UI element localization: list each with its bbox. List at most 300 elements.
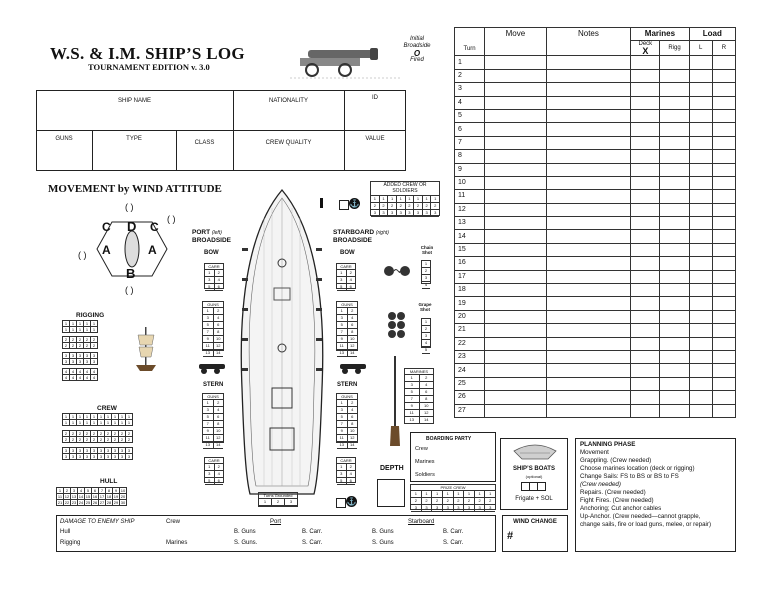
crew-cell[interactable]: 1 — [70, 420, 77, 426]
load-right-cell[interactable] — [712, 150, 735, 163]
deck-cell[interactable] — [631, 284, 660, 297]
crew-cell[interactable]: 3 — [77, 454, 84, 460]
notes-cell[interactable] — [546, 163, 631, 176]
hull-cell[interactable]: 4 — [78, 488, 85, 494]
crew-cell[interactable]: 1 — [63, 414, 70, 420]
added-crew-cell[interactable]: 3 — [414, 210, 423, 217]
carr-cell[interactable]: 3 — [205, 471, 215, 478]
rigg-cell[interactable] — [660, 123, 689, 136]
rigging-cell[interactable]: 1 — [70, 321, 77, 327]
bp-marines-label[interactable]: Marines — [415, 459, 435, 465]
deck-cell[interactable] — [631, 230, 660, 243]
rigging-cell[interactable]: 2 — [77, 337, 84, 343]
notes-cell[interactable] — [546, 69, 631, 82]
crew-cell[interactable]: 2 — [77, 431, 84, 437]
crew-cell[interactable]: 1 — [126, 420, 133, 426]
deck-cell[interactable] — [631, 324, 660, 337]
rigg-cell[interactable] — [660, 136, 689, 149]
gun-cell[interactable]: 9 — [337, 428, 348, 435]
chain-shot-cell[interactable]: 4 — [422, 282, 430, 289]
marine-cell[interactable]: 7 — [405, 396, 420, 403]
hull-cell[interactable]: 6 — [92, 488, 99, 494]
load-left-cell[interactable] — [689, 364, 712, 377]
carr-cell[interactable]: 2 — [215, 270, 224, 277]
notes-cell[interactable] — [546, 217, 631, 230]
deck-cell[interactable] — [631, 350, 660, 363]
prize-crew-cell[interactable]: 3 — [464, 505, 475, 512]
prize-crew-cell[interactable]: 1 — [464, 491, 475, 498]
carr-cell[interactable]: 6 — [347, 478, 356, 485]
crew-cell[interactable]: 1 — [105, 420, 112, 426]
gun-cell[interactable]: 3 — [337, 315, 348, 322]
added-crew-cell[interactable]: 1 — [423, 196, 432, 203]
load-left-cell[interactable] — [689, 217, 712, 230]
deck-cell[interactable] — [631, 123, 660, 136]
carr-cell[interactable]: 5 — [205, 284, 215, 291]
move-cell[interactable] — [485, 123, 546, 136]
grape-shot-cell[interactable]: 2 — [422, 326, 430, 333]
deck-cell[interactable] — [631, 56, 660, 69]
hull-cell[interactable]: 5 — [85, 488, 92, 494]
gun-cell[interactable]: 12 — [214, 435, 224, 442]
load-right-cell[interactable] — [712, 217, 735, 230]
carr-cell[interactable]: 4 — [215, 277, 224, 284]
load-left-cell[interactable] — [689, 69, 712, 82]
gun-cell[interactable]: 13 — [203, 442, 214, 449]
guns-label[interactable]: GUNS — [55, 136, 73, 142]
boat-checkbox[interactable] — [538, 482, 546, 491]
notes-cell[interactable] — [546, 337, 631, 350]
crew-cell[interactable]: 2 — [77, 437, 84, 443]
gun-cell[interactable]: 12 — [348, 343, 358, 350]
prize-crew-cell[interactable]: 3 — [475, 505, 486, 512]
prize-crew-cell[interactable]: 1 — [432, 491, 443, 498]
rigging-cell[interactable]: 2 — [91, 337, 98, 343]
move-cell[interactable] — [485, 257, 546, 270]
move-cell[interactable] — [485, 83, 546, 96]
load-right-cell[interactable] — [712, 109, 735, 122]
gun-cell[interactable]: 10 — [214, 428, 224, 435]
rigging-cell[interactable]: 2 — [84, 343, 91, 349]
turns-grounded-cell[interactable]: 3 — [285, 499, 297, 506]
gun-cell[interactable]: 12 — [214, 343, 224, 350]
move-cell[interactable] — [485, 324, 546, 337]
hull-cell[interactable]: 8 — [106, 488, 113, 494]
deck-cell[interactable] — [631, 270, 660, 283]
load-left-cell[interactable] — [689, 163, 712, 176]
load-left-cell[interactable] — [689, 203, 712, 216]
notes-cell[interactable] — [546, 56, 631, 69]
hull-cell[interactable]: 14 — [78, 494, 84, 499]
added-crew-cell[interactable]: 3 — [406, 210, 415, 217]
load-right-cell[interactable] — [712, 377, 735, 390]
gun-cell[interactable]: 11 — [337, 435, 348, 442]
crew-cell[interactable]: 3 — [63, 448, 70, 454]
load-right-cell[interactable] — [712, 56, 735, 69]
crew-cell[interactable]: 3 — [119, 454, 126, 460]
hull-cell[interactable]: 26 — [92, 500, 98, 505]
carr-cell[interactable]: 2 — [347, 270, 356, 277]
turns-grounded-cell[interactable]: 1 — [259, 499, 272, 506]
carr-cell[interactable]: 6 — [215, 478, 224, 485]
rigging-cell[interactable]: 1 — [91, 327, 98, 333]
turns-grounded-cell[interactable]: 2 — [272, 499, 285, 506]
prize-crew-cell[interactable]: 1 — [422, 491, 433, 498]
marine-cell[interactable]: 2 — [420, 375, 434, 382]
move-cell[interactable] — [485, 350, 546, 363]
notes-cell[interactable] — [546, 230, 631, 243]
prize-crew-cell[interactable]: 2 — [464, 498, 475, 505]
gun-cell[interactable]: 8 — [214, 329, 224, 336]
added-crew-cell[interactable]: 3 — [388, 210, 397, 217]
hull-cell[interactable]: 10 — [120, 488, 126, 493]
prize-crew-cell[interactable]: 3 — [432, 505, 443, 512]
prize-crew-cell[interactable]: 1 — [443, 491, 454, 498]
move-cell[interactable] — [485, 217, 546, 230]
load-right-cell[interactable] — [712, 69, 735, 82]
rigg-cell[interactable] — [660, 163, 689, 176]
load-right-cell[interactable] — [712, 404, 735, 417]
crew-cell[interactable]: 3 — [91, 448, 98, 454]
crew-cell[interactable]: 2 — [112, 437, 119, 443]
crew-cell[interactable]: 2 — [119, 431, 126, 437]
load-left-cell[interactable] — [689, 176, 712, 189]
deck-cell[interactable] — [631, 150, 660, 163]
load-right-cell[interactable] — [712, 364, 735, 377]
damage-stbd-s-carr[interactable]: S. Carr. — [443, 540, 464, 546]
boat-checkbox[interactable] — [521, 482, 530, 491]
added-crew-cell[interactable]: 3 — [380, 210, 389, 217]
gun-cell[interactable]: 6 — [214, 414, 224, 421]
marine-cell[interactable]: 10 — [420, 403, 434, 410]
added-crew-cell[interactable]: 1 — [380, 196, 389, 203]
notes-cell[interactable] — [546, 404, 631, 417]
move-cell[interactable] — [485, 243, 546, 256]
load-right-cell[interactable] — [712, 310, 735, 323]
deck-cell[interactable] — [631, 297, 660, 310]
marine-cell[interactable]: 8 — [420, 396, 434, 403]
added-crew-cell[interactable]: 1 — [388, 196, 397, 203]
damage-port-b-carr[interactable]: B. Carr. — [302, 529, 323, 535]
carr-cell[interactable]: 5 — [337, 284, 347, 291]
damage-marines[interactable]: Marines — [166, 540, 188, 546]
crew-cell[interactable]: 2 — [70, 431, 77, 437]
load-right-cell[interactable] — [712, 257, 735, 270]
notes-cell[interactable] — [546, 109, 631, 122]
notes-cell[interactable] — [546, 176, 631, 189]
gun-cell[interactable]: 2 — [214, 400, 224, 407]
rigging-cell[interactable]: 3 — [77, 353, 84, 359]
added-crew-cell[interactable]: 2 — [406, 203, 415, 210]
crew-cell[interactable]: 3 — [77, 448, 84, 454]
load-left-cell[interactable] — [689, 270, 712, 283]
carr-cell[interactable]: 1 — [205, 464, 215, 471]
prize-crew-cell[interactable]: 1 — [485, 491, 495, 498]
ship-name-label[interactable]: SHIP NAME — [118, 98, 151, 104]
rigg-cell[interactable] — [660, 69, 689, 82]
crew-cell[interactable]: 3 — [126, 448, 133, 454]
deck-cell[interactable] — [631, 391, 660, 404]
gun-cell[interactable]: 11 — [203, 435, 214, 442]
crew-cell[interactable]: 3 — [98, 454, 105, 460]
load-left-cell[interactable] — [689, 109, 712, 122]
gun-cell[interactable]: 2 — [348, 308, 358, 315]
crew-cell[interactable]: 3 — [70, 448, 77, 454]
hull-cell[interactable]: 18 — [106, 494, 112, 499]
move-cell[interactable] — [485, 150, 546, 163]
crew-cell[interactable]: 1 — [77, 420, 84, 426]
deck-cell[interactable] — [631, 337, 660, 350]
anchor-checkbox-bottom[interactable] — [336, 498, 346, 508]
load-right-cell[interactable] — [712, 270, 735, 283]
gun-cell[interactable]: 4 — [348, 315, 358, 322]
rigg-cell[interactable] — [660, 377, 689, 390]
rigging-cell[interactable]: 4 — [77, 369, 84, 375]
load-right-cell[interactable] — [712, 337, 735, 350]
damage-stbd-b-carr[interactable]: B. Carr. — [443, 529, 464, 535]
rigging-cell[interactable]: 4 — [84, 369, 91, 375]
rigg-cell[interactable] — [660, 364, 689, 377]
hull-cell[interactable]: 3 — [71, 488, 78, 494]
gun-cell[interactable]: 1 — [203, 308, 214, 315]
rigg-cell[interactable] — [660, 190, 689, 203]
carr-cell[interactable]: 1 — [337, 464, 347, 471]
hull-cell[interactable]: 21 — [57, 500, 63, 505]
rigging-cell[interactable]: 2 — [70, 343, 77, 349]
hull-cell[interactable]: 27 — [99, 500, 105, 505]
carr-cell[interactable]: 1 — [337, 270, 347, 277]
carr-cell[interactable]: 1 — [205, 270, 215, 277]
marine-cell[interactable]: 1 — [405, 375, 420, 382]
gun-cell[interactable]: 11 — [203, 343, 214, 350]
added-crew-cell[interactable]: 2 — [423, 203, 432, 210]
crew-cell[interactable]: 1 — [63, 420, 70, 426]
load-left-cell[interactable] — [689, 350, 712, 363]
crew-cell[interactable]: 1 — [105, 414, 112, 420]
load-right-cell[interactable] — [712, 297, 735, 310]
move-cell[interactable] — [485, 230, 546, 243]
crew-cell[interactable]: 3 — [112, 454, 119, 460]
load-left-cell[interactable] — [689, 96, 712, 109]
notes-cell[interactable] — [546, 123, 631, 136]
chain-shot-cell[interactable]: 2 — [422, 268, 430, 275]
prize-crew-cell[interactable]: 3 — [485, 505, 495, 512]
rigging-cell[interactable]: 1 — [77, 327, 84, 333]
damage-hull[interactable]: Hull — [60, 529, 71, 535]
gun-cell[interactable]: 8 — [214, 421, 224, 428]
rigging-cell[interactable]: 2 — [91, 343, 98, 349]
added-crew-cell[interactable]: 3 — [431, 210, 439, 217]
deck-cell[interactable] — [631, 83, 660, 96]
rigg-cell[interactable] — [660, 203, 689, 216]
added-crew-cell[interactable]: 3 — [371, 210, 380, 217]
load-right-cell[interactable] — [712, 176, 735, 189]
gun-cell[interactable]: 8 — [348, 329, 358, 336]
damage-crew[interactable]: Crew — [166, 519, 181, 525]
added-crew-cell[interactable]: 2 — [397, 203, 406, 210]
crew-cell[interactable]: 1 — [119, 420, 126, 426]
rigg-cell[interactable] — [660, 404, 689, 417]
crew-cell[interactable]: 2 — [98, 431, 105, 437]
gun-cell[interactable]: 2 — [348, 400, 358, 407]
prize-crew-cell[interactable]: 3 — [422, 505, 433, 512]
gun-cell[interactable]: 4 — [214, 315, 224, 322]
carr-cell[interactable]: 4 — [215, 471, 224, 478]
marine-cell[interactable]: 9 — [405, 403, 420, 410]
grape-shot-cell[interactable]: 4 — [422, 340, 430, 347]
notes-cell[interactable] — [546, 297, 631, 310]
gun-cell[interactable]: 11 — [337, 343, 348, 350]
added-crew-cell[interactable]: 1 — [371, 196, 380, 203]
rigg-cell[interactable] — [660, 230, 689, 243]
load-right-cell[interactable] — [712, 230, 735, 243]
deck-cell[interactable] — [631, 163, 660, 176]
gun-cell[interactable]: 6 — [348, 414, 358, 421]
crew-cell[interactable]: 1 — [84, 414, 91, 420]
damage-stbd-s-guns[interactable]: S. Guns — [372, 540, 394, 546]
rigg-cell[interactable] — [660, 337, 689, 350]
rigging-cell[interactable]: 4 — [91, 369, 98, 375]
rigging-cell[interactable]: 1 — [63, 327, 70, 333]
deck-cell[interactable] — [631, 203, 660, 216]
gun-cell[interactable]: 6 — [214, 322, 224, 329]
gun-cell[interactable]: 3 — [203, 407, 214, 414]
move-cell[interactable] — [485, 270, 546, 283]
gun-cell[interactable]: 7 — [337, 421, 348, 428]
notes-cell[interactable] — [546, 150, 631, 163]
value-label[interactable]: VALUE — [365, 136, 385, 142]
rigg-cell[interactable] — [660, 109, 689, 122]
gun-cell[interactable]: 5 — [203, 414, 214, 421]
load-left-cell[interactable] — [689, 123, 712, 136]
chain-shot-cell[interactable]: 1 — [422, 261, 430, 268]
move-cell[interactable] — [485, 391, 546, 404]
rigging-cell[interactable]: 4 — [70, 369, 77, 375]
rigg-cell[interactable] — [660, 297, 689, 310]
rigg-cell[interactable] — [660, 270, 689, 283]
wind-paren-left[interactable]: ( ) — [78, 250, 87, 260]
crew-cell[interactable]: 3 — [63, 454, 70, 460]
prize-crew-cell[interactable]: 3 — [454, 505, 465, 512]
load-left-cell[interactable] — [689, 150, 712, 163]
hull-cell[interactable]: 1 — [57, 488, 64, 494]
gun-cell[interactable]: 1 — [203, 400, 214, 407]
marine-cell[interactable]: 11 — [405, 410, 420, 417]
carr-cell[interactable]: 3 — [337, 277, 347, 284]
added-crew-cell[interactable]: 2 — [414, 203, 423, 210]
crew-cell[interactable]: 1 — [98, 420, 105, 426]
gun-cell[interactable]: 13 — [337, 442, 348, 449]
rigg-cell[interactable] — [660, 350, 689, 363]
prize-crew-cell[interactable]: 3 — [411, 505, 422, 512]
type-label[interactable]: TYPE — [126, 136, 142, 142]
hull-cell[interactable]: 2 — [64, 488, 71, 494]
added-crew-cell[interactable]: 2 — [380, 203, 389, 210]
prize-crew-cell[interactable]: 1 — [475, 491, 486, 498]
crew-cell[interactable]: 2 — [84, 431, 91, 437]
load-left-cell[interactable] — [689, 56, 712, 69]
move-cell[interactable] — [485, 203, 546, 216]
notes-cell[interactable] — [546, 243, 631, 256]
notes-cell[interactable] — [546, 377, 631, 390]
added-crew-cell[interactable]: 3 — [423, 210, 432, 217]
rigg-cell[interactable] — [660, 96, 689, 109]
crew-cell[interactable]: 1 — [112, 420, 119, 426]
load-left-cell[interactable] — [689, 257, 712, 270]
load-left-cell[interactable] — [689, 310, 712, 323]
gun-cell[interactable]: 5 — [337, 322, 348, 329]
prize-crew-cell[interactable]: 2 — [454, 498, 465, 505]
gun-cell[interactable]: 14 — [348, 442, 358, 449]
class-label[interactable]: CLASS — [194, 140, 215, 146]
gun-cell[interactable]: 4 — [214, 407, 224, 414]
crew-cell[interactable]: 1 — [126, 414, 133, 420]
deck-cell[interactable] — [631, 109, 660, 122]
crew-cell[interactable]: 1 — [70, 414, 77, 420]
hull-cell[interactable]: 20 — [120, 494, 126, 499]
move-cell[interactable] — [485, 404, 546, 417]
prize-crew-cell[interactable]: 2 — [411, 498, 422, 505]
damage-rigging[interactable]: Rigging — [60, 540, 81, 546]
hull-cell[interactable]: 25 — [85, 500, 91, 505]
notes-cell[interactable] — [546, 350, 631, 363]
boat-checkbox[interactable] — [530, 482, 538, 491]
prize-crew-cell[interactable]: 2 — [475, 498, 486, 505]
damage-port-s-guns[interactable]: S. Guns. — [234, 540, 258, 546]
crew-cell[interactable]: 2 — [126, 431, 133, 437]
move-cell[interactable] — [485, 136, 546, 149]
crew-cell[interactable]: 3 — [84, 448, 91, 454]
gun-cell[interactable]: 6 — [348, 322, 358, 329]
rigging-cell[interactable]: 3 — [70, 359, 77, 365]
gun-cell[interactable]: 1 — [337, 308, 348, 315]
hull-cell[interactable]: 23 — [71, 500, 77, 505]
gun-cell[interactable]: 14 — [214, 442, 224, 449]
move-cell[interactable] — [485, 364, 546, 377]
carr-cell[interactable]: 5 — [205, 478, 215, 485]
crew-cell[interactable]: 1 — [91, 414, 98, 420]
rigging-cell[interactable]: 3 — [84, 353, 91, 359]
load-right-cell[interactable] — [712, 83, 735, 96]
hull-cell[interactable]: 19 — [113, 494, 119, 499]
rigging-cell[interactable]: 3 — [63, 359, 70, 365]
deck-cell[interactable] — [631, 364, 660, 377]
prize-crew-cell[interactable]: 2 — [422, 498, 433, 505]
bp-soldiers-label[interactable]: Soldiers — [415, 472, 435, 478]
crew-cell[interactable]: 2 — [98, 437, 105, 443]
crew-cell[interactable]: 1 — [119, 414, 126, 420]
gun-cell[interactable]: 10 — [214, 336, 224, 343]
gun-cell[interactable]: 7 — [203, 329, 214, 336]
damage-port-b-guns[interactable]: B. Guns — [234, 529, 256, 535]
rigging-cell[interactable]: 1 — [84, 321, 91, 327]
added-crew-cell[interactable]: 1 — [397, 196, 406, 203]
gun-cell[interactable]: 10 — [348, 336, 358, 343]
crew-cell[interactable]: 3 — [70, 454, 77, 460]
crew-cell[interactable]: 2 — [84, 437, 91, 443]
gun-cell[interactable]: 12 — [348, 435, 358, 442]
load-right-cell[interactable] — [712, 391, 735, 404]
rigging-cell[interactable]: 1 — [84, 327, 91, 333]
crew-cell[interactable]: 2 — [126, 437, 133, 443]
load-left-cell[interactable] — [689, 404, 712, 417]
crew-cell[interactable]: 2 — [105, 437, 112, 443]
grape-shot-cell[interactable]: 3 — [422, 333, 430, 340]
load-right-cell[interactable] — [712, 324, 735, 337]
gun-cell[interactable]: 8 — [348, 421, 358, 428]
carr-cell[interactable]: 2 — [347, 464, 356, 471]
wind-paren-top[interactable]: ( ) — [125, 202, 134, 212]
